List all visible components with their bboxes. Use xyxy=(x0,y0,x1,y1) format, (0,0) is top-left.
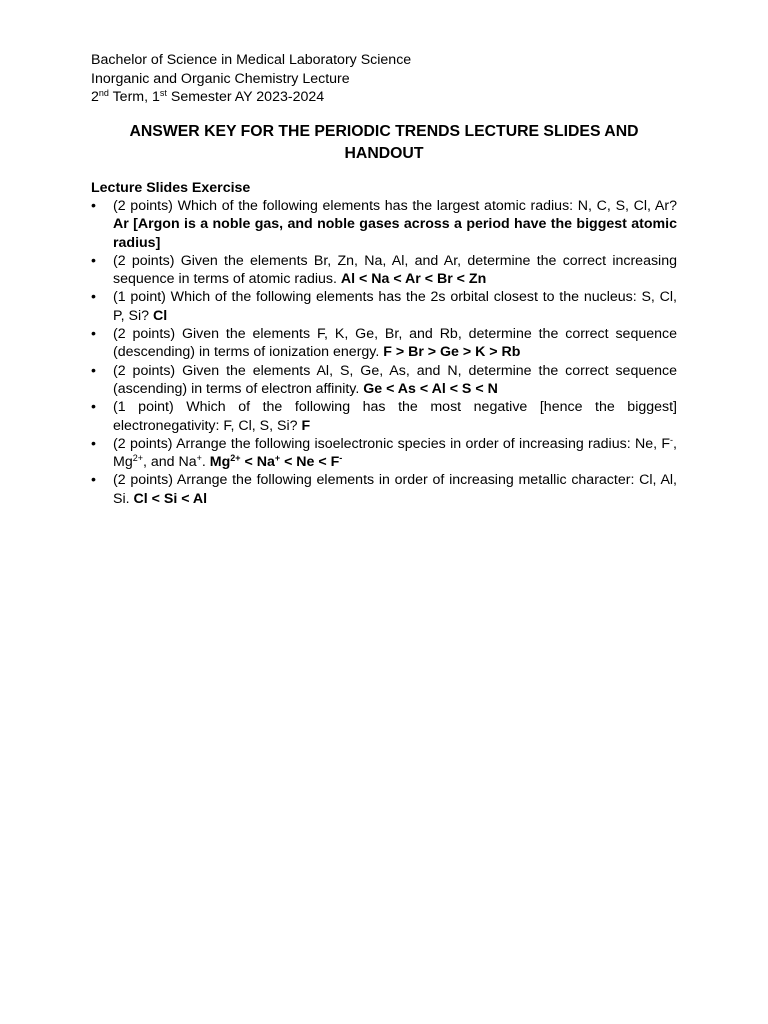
answer-part: < Ne < F xyxy=(280,454,340,471)
question-part: , and Na xyxy=(142,454,197,471)
list-item xyxy=(91,398,677,435)
program-line: Bachelor of Science in Medical Laboratory Science xyxy=(91,52,412,68)
question-text: (2 points) Given the elements Br, Zn, Na, Al, and Ar, determine the correct increasing sequence in terms of atomic radius. xyxy=(113,252,677,288)
list-item xyxy=(91,325,677,362)
charge-superscript: 2+ xyxy=(230,453,241,464)
question-part: . xyxy=(201,454,210,471)
question-part: (2 points) Arrange the following isoelectronic species in order of increasing radius: Ne, F xyxy=(113,435,671,452)
bullet-icon: • xyxy=(91,472,96,489)
question-text: (2 points) Given the elements Al, S, Ge, As, and N, determine the correct sequence (ascending) in terms of electron affinity. xyxy=(113,362,677,397)
charge-superscript: + xyxy=(196,453,202,464)
question-text: (1 point) Which of the following has the most negative [hence the biggest] electronegativity: F, Cl, S, Si? xyxy=(113,399,677,434)
charge-superscript: - xyxy=(670,434,674,445)
question-list xyxy=(91,197,677,508)
answer-text: F > Br > Ge > K > Rb xyxy=(383,344,521,361)
term-suffix: nd xyxy=(98,88,109,98)
bullet-icon: • xyxy=(91,326,96,343)
answer-text: Cl < Si < Al xyxy=(133,490,208,507)
term-middle: Term, 1 xyxy=(108,89,160,105)
question-part: , Mg xyxy=(113,435,677,471)
term-line xyxy=(91,88,677,107)
list-item xyxy=(91,197,677,252)
bullet-icon: • xyxy=(91,289,96,306)
question-text: (2 points) Given the elements F, K, Ge, Br, and Rb, determine the correct sequence (descending) in terms of ionization energy. xyxy=(113,326,677,361)
section-title: Lecture Slides Exercise xyxy=(91,179,251,196)
bullet-icon: • xyxy=(91,362,96,379)
course-line: Inorganic and Organic Chemistry Lecture xyxy=(91,70,350,87)
page-title: ANSWER KEY FOR THE PERIODIC TRENDS LECTURE SLIDES AND HANDOUT xyxy=(129,122,639,162)
question-text xyxy=(113,436,677,470)
answer-text: F xyxy=(301,417,311,434)
bullet-icon: • xyxy=(91,198,96,214)
answer-part: Mg xyxy=(209,454,231,471)
question-text: (2 points) Which of the following elements has the largest atomic radius: N, C, S, Cl, Ar? xyxy=(113,198,677,214)
answer-part: < Na xyxy=(240,454,275,471)
answer-text: Cl xyxy=(152,307,168,324)
semester-suffix: st xyxy=(159,88,167,98)
charge-superscript: + xyxy=(274,453,281,464)
list-item xyxy=(91,252,677,289)
charge-superscript: - xyxy=(339,453,343,464)
answer-text xyxy=(210,454,342,470)
bullet-icon: • xyxy=(91,399,96,416)
bullet-icon: • xyxy=(91,435,96,452)
list-item xyxy=(91,288,677,325)
list-item xyxy=(91,362,677,399)
question-text: (1 point) Which of the following elements has the 2s orbital closest to the nucleus: S, Cl, P, Si? xyxy=(113,289,677,324)
answer-text: Al < Na < Ar < Br < Zn xyxy=(340,271,487,288)
list-item xyxy=(91,435,677,472)
term-rest: Semester AY 2023-2024 xyxy=(166,89,325,105)
answer-text: Ar [Argon is a noble gas, and noble gases across a period have the biggest atomic radius] xyxy=(113,216,677,251)
term-number: 2 xyxy=(91,89,99,105)
answer-text: Ge < As < Al < S < N xyxy=(363,380,498,397)
bullet-icon: • xyxy=(91,252,96,269)
list-item xyxy=(91,471,677,508)
charge-superscript: 2+ xyxy=(132,453,143,464)
question-text: (2 points) Arrange the following elements in order of increasing metallic character: Cl, Al, Si. xyxy=(113,472,677,507)
